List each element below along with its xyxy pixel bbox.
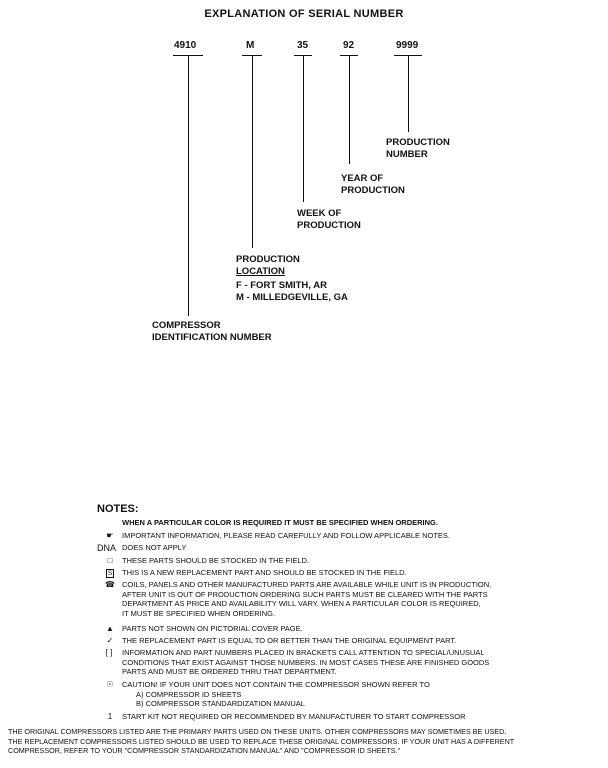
serial-year: 92 [343,40,355,51]
phone-icon: ☎ [105,580,115,589]
week-connector [303,56,304,202]
triangle-icon: ▲ [106,624,114,633]
serial-production: 9999 [396,40,419,51]
week-of-production-label: WEEK OF PRODUCTION [297,208,361,231]
note-item: START KIT NOT REQUIRED OR RECOMMENDED BY MANUFACTURER TO START COMPRESSOR [122,712,466,721]
note-item: IMPORTANT INFORMATION, PLEASE READ CAREFULLY AND FOLLOW APPLICABLE NOTES. [122,531,450,540]
year-of-production-label: YEAR OF PRODUCTION [341,173,405,196]
note-item: THESE PARTS SHOULD BE STOCKED IN THE FIELD. [122,556,309,565]
location-connector [252,56,253,248]
production-location-label: PRODUCTION LOCATION F - FORT SMITH, AR M - MILLEDGEVILLE, GA [236,254,348,303]
note-item: CAUTION! IF YOUR UNIT DOES NOT CONTAIN THE COMPRESSOR SHOWN REFER TO A) COMPRESSOR ID SHEETS B) COMPRESSOR STANDARDIZATION MANUAL [122,680,430,708]
note-item: THIS IS A NEW REPLACEMENT PART AND SHOULD BE STOCKED IN THE FIELD. [122,568,407,577]
note-item: INFORMATION AND PART NUMBERS PLACED IN BRACKETS CALL ATTENTION TO SPECIAL/UNUSUAL CONDITIONS THAT EXIST AGAINST THOSE NUMBERS. IN MOST CASES THESE ARE FINISHED GOODS PARTS AND MUST BE ORDERED THRU THAT DEPARTMENT. [122,648,490,676]
serial-location: M [246,40,255,51]
page-title: EXPLANATION OF SERIAL NUMBER [204,8,404,20]
serial-compressor-id: 4910 [174,40,197,51]
footer-text: THE ORIGINAL COMPRESSORS LISTED ARE THE PRIMARY PARTS USED ON THESE UNITS. OTHER COMPRESSORS MAY SOMETIMES BE USED. THE REPLACEMENT COMPRESSORS LISTED SHOULD BE USED TO REPLACE THESE ORIGINAL COMPRESSORS. IF YOUR UNIT HAS A DIFFERENT COMPRESSOR, REFER TO YOUR "COMPRESSOR STANDARDIZATION MANUAL" AND "COMPRESSOR ID SHEETS." [8,727,515,755]
empty-box-icon: □ [107,556,113,565]
color-note: WHEN A PARTICULAR COLOR IS REQUIRED IT MUST BE SPECIFIED WHEN ORDERING. [122,518,438,527]
location-item: M - MILLEDGEVILLE, GA [236,292,348,303]
compressor-id-connector [188,56,189,316]
note-item: PARTS NOT SHOWN ON PICTORIAL COVER PAGE. [122,624,303,633]
location-item: F - FORT SMITH, AR [236,280,327,291]
number-one-symbol: 1 [107,712,113,721]
production-number-label: PRODUCTION NUMBER [386,137,450,160]
pointing-hand-icon: ☛ [106,531,114,540]
serial-week: 35 [297,40,309,51]
circle-dot-icon: ☉ [106,680,114,689]
year-connector [349,56,350,164]
note-item: COILS, PANELS AND OTHER MANUFACTURED PARTS ARE AVAILABLE WHILE UNIT IS IN PRODUCTION. AFTER UNIT IS OUT OF PRODUCTION ORDERING SUCH PARTS MUST BE CLEARED WITH THE PARTS DEPARTMENT AS PRICE AND AVAILABILITY WILL VARY. WHEN A PARTICULAR COLOR IS REQUIRED, IT MUST BE SPECIFIED WHEN ORDERING. [122,580,492,618]
compressor-identification-label: COMPRESSOR IDENTIFICATION NUMBER [152,320,272,343]
boxed-s-icon: S [107,570,113,577]
note-item: DOES NOT APPLY [122,543,187,552]
note-item: THE REPLACEMENT PART IS EQUAL TO OR BETTER THAN THE ORIGINAL EQUIPMENT PART. [122,636,457,645]
dna-symbol: DNA [97,543,117,553]
production-connector [408,56,409,132]
notes-heading: NOTES: [97,503,139,515]
check-icon: ✓ [106,636,114,645]
brackets-icon: [ ] [105,648,113,657]
